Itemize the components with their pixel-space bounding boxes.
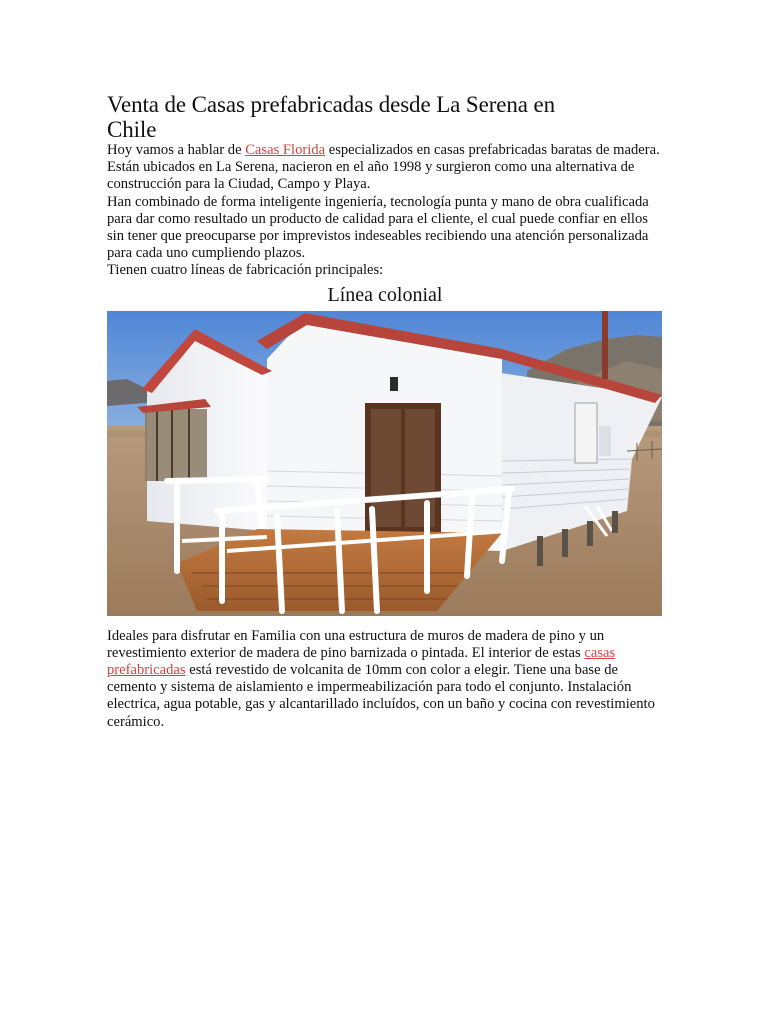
- page-title: Venta de Casas prefabricadas desde La Serena en Chile: [107, 92, 556, 142]
- colonial-text-suffix: está revestido de volcanita de 10mm con color a elegir. Tiene una base de cemento y sistema de aislamiento e impermeabilización para todo el conjunto. Instalación electrica, agua potable, gas y alcantarillado incluídos, con un baño y cocina con revestimiento cerámico.: [107, 662, 655, 730]
- prefab-house-photo: [107, 311, 662, 616]
- lines-paragraph: Tienen cuatro líneas de fabricación principales:: [107, 262, 384, 279]
- casas-florida-link[interactable]: Casas Florida: [245, 142, 326, 158]
- colonial-text-prefix: Ideales para disfrutar en Familia con una estructura de muros de madera de pino y un revestimiento exterior de madera de pino barnizada o pintada. El interior de estas: [107, 627, 605, 661]
- section-heading: Línea colonial: [327, 283, 443, 306]
- casas-prefabricadas-link[interactable]: casas prefabricadas: [107, 644, 616, 679]
- document-content: [107, 92, 663, 731]
- intro-text-suffix: especializados en casas prefabricadas baratas de madera. Están ubicados en La Serena, nacieron en el año 1998 y surgieron como una alternativa de construcción para la Ciudad, Campo y Playa.: [107, 142, 660, 193]
- engineering-paragraph: Han combinado de forma inteligente ingeniería, tecnología punta y mano de obra cualificada para dar como resultado un producto de calidad para el cliente, el cual puede confiar en ellos sin tener que preocuparse por imprevistos indeseables recibiendo una atención personalizada para cada uno cumpliendo plazos.: [107, 193, 649, 262]
- intro-paragraph: [107, 142, 663, 194]
- intro-text-prefix: Hoy vamos a hablar de: [107, 142, 246, 158]
- colonial-line-paragraph: [107, 628, 663, 731]
